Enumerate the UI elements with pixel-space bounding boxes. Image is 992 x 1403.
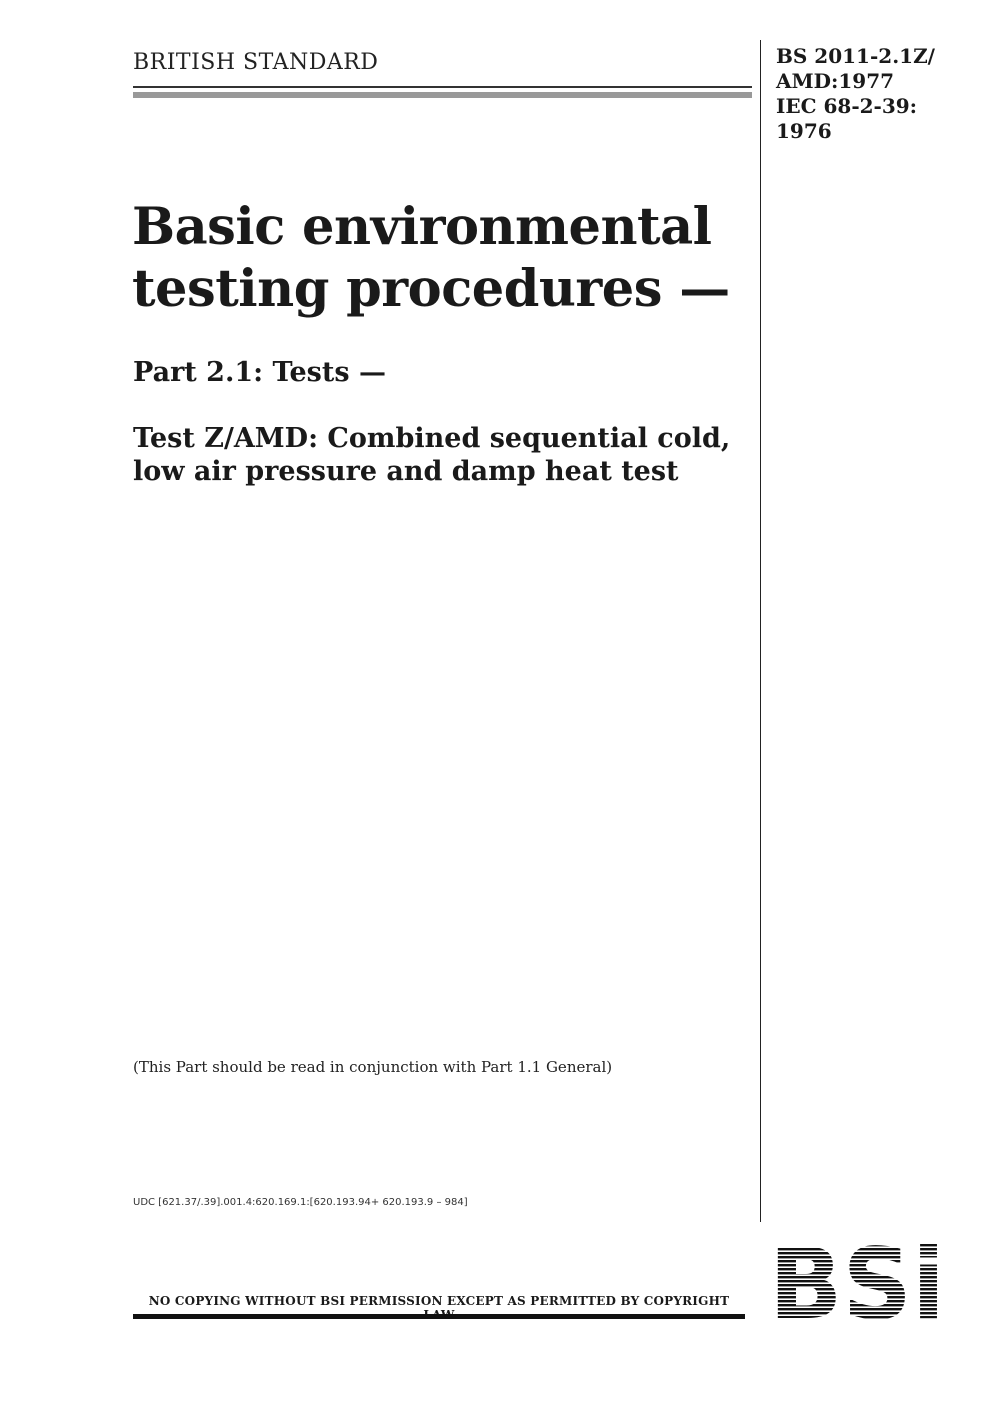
copyright-rule: [133, 1314, 745, 1319]
standard-number-line-2: AMD:1977: [776, 69, 895, 93]
title-line-1: Basic environmental: [132, 197, 712, 257]
copyright-notice: NO COPYING WITHOUT BSI PERMISSION EXCEPT AS PERMITTED BY COPYRIGHT: [148, 1294, 730, 1308]
standard-number-line-1: BS 2011-2.1Z/: [776, 44, 935, 68]
test-subtitle: [133, 422, 753, 488]
conjunction-note: (This Part should be read in conjunction with Part 1.1 General): [133, 1058, 613, 1076]
title-line-2: testing procedures —: [132, 259, 730, 319]
subtitle-line-2: low air pressure and damp heat test: [133, 456, 679, 487]
svg-text:BSi: BSi: [769, 1244, 945, 1322]
standard-number-line-3: IEC 68-2-39:: [776, 94, 918, 118]
subtitle-line-1: Test Z/AMD: Combined sequential cold,: [133, 423, 731, 454]
bsi-logo: [769, 1244, 945, 1322]
vertical-divider: [760, 40, 761, 1222]
standard-number-line-4: 1976: [776, 119, 832, 143]
standard-number-block: [776, 44, 935, 144]
udc-classification: UDC [621.37/.39].001.4:620.169.1:[620.193.94+ 620.193.9 – 984]: [133, 1197, 468, 1208]
part-heading: Part 2.1: Tests —: [133, 357, 386, 388]
standard-type-label: BRITISH STANDARD: [133, 50, 379, 75]
header-rule-thin: [133, 86, 752, 88]
header-rule-thick: [133, 92, 752, 98]
document-title: [132, 196, 752, 320]
